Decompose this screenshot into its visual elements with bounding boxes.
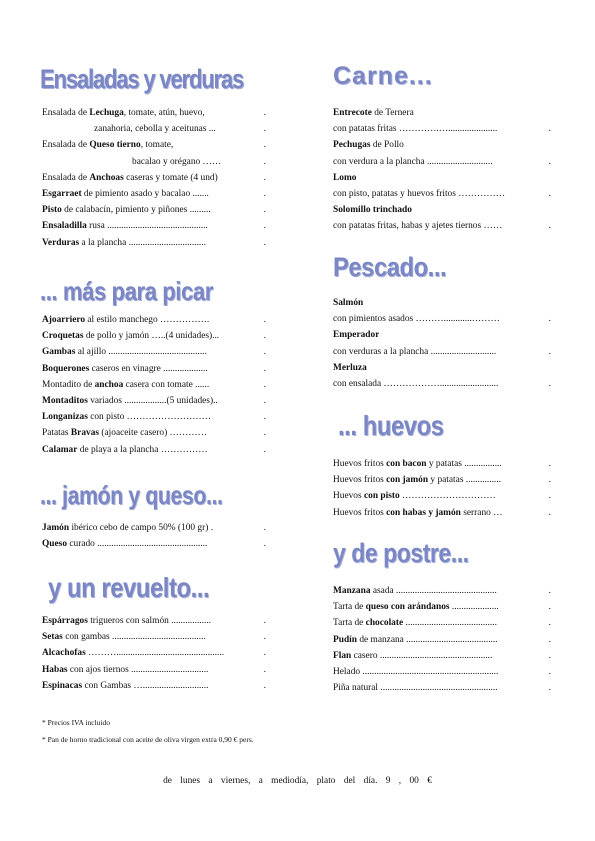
menu-item-name: Pudín [333, 634, 357, 645]
menu-item-text [42, 121, 216, 137]
price-placeholder: . [548, 314, 551, 325]
menu-item-detail: ....................................... [403, 618, 497, 629]
menu-item-name: Lomo [333, 172, 357, 183]
menu-item-name: Espinacas [42, 680, 83, 691]
menu-item [333, 360, 551, 376]
menu-item [333, 121, 551, 137]
menu-item-text [42, 202, 211, 218]
menu-item [42, 662, 266, 678]
menu-item-name: Verduras [42, 237, 80, 248]
menu-item-text [333, 121, 497, 137]
price-placeholder: . [263, 632, 266, 643]
menu-item-name: Entrecote [333, 108, 372, 118]
menu-list [333, 105, 551, 235]
menu-item-text [333, 105, 414, 121]
menu-item-text [42, 629, 206, 645]
menu-item-text [333, 456, 502, 472]
menu-item-text [42, 645, 224, 661]
menu-item-text [333, 615, 497, 631]
price-placeholder: . [263, 539, 266, 550]
menu-item-detail: al ajillo .......................................... [75, 347, 207, 358]
menu-item [42, 186, 266, 202]
menu-list [42, 312, 266, 458]
menu-item [42, 393, 266, 409]
menu-item [42, 170, 266, 186]
menu-item-name: Pisto [42, 205, 62, 216]
menu-item-name: Anchoas [89, 172, 124, 183]
menu-item-detail: .................................................. [380, 683, 498, 694]
menu-item-name: Gambas [42, 347, 76, 358]
menu-item-text [42, 613, 211, 629]
menu-item-detail: con pimientos asados ………............……… [333, 314, 500, 325]
price-placeholder: . [263, 221, 266, 232]
menu-item [333, 295, 551, 311]
price-placeholder: . [548, 602, 551, 613]
menu-item-text [333, 186, 505, 202]
menu-item [42, 218, 266, 234]
menu-item [42, 629, 266, 645]
menu-item-name: Pechugas [333, 140, 371, 151]
menu-item-detail: con verdura a la plancha ............................ [333, 156, 493, 167]
menu-item-text [333, 488, 496, 504]
menu-item-detail: variados ..................(5 unidades).. [87, 396, 218, 407]
menu-item [42, 235, 266, 251]
menu-item-detail: con pisto ……………………… [87, 412, 212, 423]
price-placeholder: . [548, 221, 551, 232]
price-placeholder: . [548, 507, 551, 518]
menu-item-text [333, 472, 501, 488]
menu-item [333, 472, 551, 488]
price-placeholder: . [263, 363, 266, 374]
menu-item [42, 377, 266, 393]
menu-item-text [42, 409, 211, 425]
menu-item-detail: Tarta de [333, 602, 366, 613]
menu-item-text [42, 137, 173, 153]
menu-item-detail: Ensalada de [42, 108, 90, 118]
menu-item-detail: zanahoria, cebolla y aceitunas ... [94, 124, 216, 135]
menu-item-text [42, 393, 218, 409]
menu-item-detail: con Gambas …............................ [82, 680, 209, 691]
menu-item [333, 376, 551, 392]
menu-item-text [42, 678, 208, 694]
price-placeholder: . [263, 347, 266, 358]
menu-item-text [42, 312, 209, 328]
price-placeholder: . [263, 172, 266, 183]
price-placeholder: . [263, 444, 266, 455]
menu-item-name: Queso tierno [89, 140, 141, 151]
footnote: * Precios IVA incluido [42, 718, 110, 727]
menu-item-name: Croquetas [42, 331, 84, 342]
menu-item-detail: Tarta de [333, 618, 366, 629]
menu-item [333, 105, 551, 121]
menu-item-detail: de pollo y jamón …..(4 unidades)... [83, 331, 220, 342]
price-placeholder: . [548, 683, 551, 694]
menu-item [333, 186, 551, 202]
menu-item [333, 327, 551, 343]
menu-item-text [42, 425, 207, 441]
menu-item [333, 583, 551, 599]
price-placeholder: . [548, 124, 551, 135]
menu-item-detail: bacalao y orégano …… [132, 156, 222, 167]
menu-item-text [42, 186, 209, 202]
menu-item-text [42, 170, 218, 186]
price-placeholder: . [263, 237, 266, 248]
menu-item-name: Boquerones [42, 363, 90, 374]
price-placeholder: . [548, 379, 551, 390]
menu-item-text [333, 311, 500, 327]
menu-item-text [42, 662, 208, 678]
menu-item-text [333, 664, 498, 680]
price-placeholder: . [548, 650, 551, 661]
menu-item-name: chocolate [365, 618, 404, 629]
menu-item [42, 202, 266, 218]
menu-item-text [42, 442, 208, 458]
menu-item-detail: Huevos [333, 491, 364, 502]
menu-item [42, 328, 266, 344]
menu-item [42, 344, 266, 360]
price-placeholder: . [548, 459, 551, 469]
menu-list [42, 613, 266, 694]
menu-item-detail: de Pollo [370, 140, 404, 151]
menu-item [333, 599, 551, 615]
menu-item [333, 311, 551, 327]
menu-item-text [333, 360, 367, 376]
price-placeholder: . [263, 648, 266, 659]
menu-item [42, 121, 266, 137]
section-title: Ensaladas y verduras [40, 64, 244, 94]
menu-item-name: Alcachofas [42, 648, 86, 659]
menu-item-detail: ……….............................................. [85, 648, 225, 659]
menu-item [42, 312, 266, 328]
price-placeholder: . [263, 189, 266, 200]
menu-item-text [42, 218, 208, 234]
menu-item-text [333, 344, 496, 360]
menu-item-text [42, 536, 207, 552]
price-placeholder: . [548, 667, 551, 678]
menu-item-text [333, 170, 356, 186]
menu-item-name: anchoa [94, 379, 124, 390]
menu-item-detail: de Ternera [371, 108, 414, 118]
menu-item-detail: (ajoaceite casero) ………… [99, 428, 208, 439]
menu-item-detail: asada ........................................... [370, 586, 497, 596]
menu-item [333, 488, 551, 504]
menu-item-name: Setas [42, 632, 63, 643]
menu-item-detail: con ajos tiernos ................................. [67, 664, 209, 675]
menu-item-detail: Helado [333, 667, 363, 678]
price-placeholder: . [263, 523, 266, 533]
menu-list [333, 456, 551, 521]
menu-item-detail: y patatas ................ [426, 459, 502, 469]
price-placeholder: . [263, 616, 266, 626]
price-placeholder: . [548, 156, 551, 167]
menu-item-name: queso con arándanos [365, 602, 450, 613]
menu-item-text [42, 344, 207, 360]
menu-item-detail: .................... [449, 602, 499, 613]
menu-item-detail: Huevos fritos [333, 459, 387, 469]
menu-item-detail: Montadito de [42, 379, 95, 390]
menu-item-text [333, 376, 498, 392]
menu-item-name: Ensaladilla [42, 221, 87, 232]
menu-item-detail: casero ................................................ [351, 650, 493, 661]
menu-item-detail: Patatas [42, 428, 71, 439]
menu-item-name: Jamón [42, 523, 70, 533]
menu-item-detail: .......................................................... [362, 667, 499, 678]
price-placeholder: . [548, 634, 551, 645]
price-placeholder: . [548, 189, 551, 200]
price-placeholder: . [263, 156, 266, 167]
menu-item-text [333, 505, 503, 521]
menu-item [42, 425, 266, 441]
menu-item-text [333, 218, 502, 234]
menu-item-text [333, 583, 497, 599]
menu-item-detail: Ensalada de [42, 140, 90, 151]
price-placeholder: . [263, 664, 266, 675]
menu-item [42, 520, 266, 536]
menu-item [42, 613, 266, 629]
section-title: Carne... [333, 62, 433, 90]
menu-item-name: Queso [42, 539, 68, 550]
menu-item-text [333, 327, 379, 343]
menu-item-text [333, 648, 492, 664]
menu-item-detail: con pisto, patatas y huevos fritos …………… [333, 189, 506, 200]
menu-item [333, 344, 551, 360]
price-placeholder: . [548, 491, 551, 502]
price-placeholder: . [263, 680, 266, 691]
menu-item-text [42, 328, 219, 344]
menu-item-name: Espárragos [42, 616, 88, 626]
menu-item-detail: rusa ........................................... [86, 221, 208, 232]
price-placeholder: . [263, 108, 266, 118]
menu-item-text [42, 520, 213, 536]
price-placeholder: . [263, 428, 266, 439]
menu-item-text [333, 632, 498, 648]
menu-item-name: Flan [333, 650, 352, 661]
menu-item-detail: trigueros con salmón ................. [87, 616, 212, 626]
menu-item [333, 218, 551, 234]
menu-item-text [42, 235, 206, 251]
menu-item-text [42, 361, 208, 377]
menu-item-name: Emperador [333, 330, 380, 341]
menu-item-detail: de playa a la plancha …………… [77, 444, 208, 455]
section-title: ... jamón y queso... [40, 480, 223, 510]
menu-item [333, 680, 551, 696]
section-title: y un revuelto... [48, 572, 210, 603]
menu-item-detail: ………………………… [399, 491, 496, 502]
price-placeholder: . [548, 346, 551, 357]
menu-item-detail: con verduras a la plancha ............................ [333, 346, 497, 357]
menu-item [333, 632, 551, 648]
menu-list [42, 520, 266, 552]
menu-item-name: con bacon [386, 459, 427, 469]
menu-item-detail: con ensalada ………………......................... [333, 379, 499, 390]
menu-item [42, 105, 266, 121]
menu-item-name: Calamar [42, 444, 78, 455]
menu-item-detail: Piña natural [333, 683, 381, 694]
menu-item [42, 678, 266, 694]
menu-item [333, 137, 551, 153]
menu-item-detail: y patatas ............... [428, 475, 501, 486]
price-placeholder: . [263, 331, 266, 342]
menu-item [42, 154, 266, 170]
menu-item-text [333, 599, 499, 615]
menu-item [42, 361, 266, 377]
menu-item-detail: , tomate, atún, huevo, [123, 108, 205, 118]
menu-item-name: Ajoarriero [42, 315, 86, 325]
menu-item-name: Lechuga [89, 108, 124, 118]
menu-item-detail: con gambas ........................................ [62, 632, 206, 643]
menu-list [333, 583, 551, 696]
section-title: ... huevos [338, 410, 444, 441]
menu-item-name: con habas y jamón [386, 507, 461, 518]
menu-item-detail: de pimiento asado y bacalao ....... [81, 189, 209, 200]
menu-item-name: Longanizas [42, 412, 88, 423]
menu-item [333, 664, 551, 680]
menu-item [333, 648, 551, 664]
price-placeholder: . [548, 475, 551, 486]
price-placeholder: . [263, 396, 266, 407]
menu-item-name: con jamón [386, 475, 429, 486]
menu-item [42, 645, 266, 661]
menu-item-detail: ibérico cebo de campo 50% (100 gr) . [69, 523, 214, 533]
menu-item-text [333, 202, 412, 218]
menu-item [42, 409, 266, 425]
menu-item-detail: caseras y tomate (4 und) [123, 172, 218, 183]
menu-item-detail: Huevos fritos [333, 507, 387, 518]
menu-item-detail: curado ............................................... [67, 539, 208, 550]
menu-item-detail: de manzana ....................................... [356, 634, 498, 645]
menu-item-detail: de calabacín, pimiento y piñones ......... [61, 205, 211, 216]
menu-item [333, 154, 551, 170]
menu-item-text [333, 295, 363, 311]
footnotes [42, 714, 254, 748]
menu-item-text [333, 137, 404, 153]
menu-item-detail: Ensalada de [42, 172, 90, 183]
section-title: ... más para picar [40, 276, 213, 306]
menu-list [333, 295, 551, 392]
menu-item-name: Manzana [333, 586, 371, 596]
price-placeholder: . [263, 205, 266, 216]
menu-item [333, 170, 551, 186]
section-title: y de postre... [333, 538, 469, 568]
menu-item-detail: , tomate, [140, 140, 174, 151]
menu-item-name: Habas [42, 664, 68, 675]
menu-item-text [333, 154, 493, 170]
menu-item-detail: casera con tomate ...... [123, 379, 210, 390]
menu-item-text [42, 154, 221, 170]
menu-item-detail: con patatas fritas ………….…..................... [333, 124, 498, 135]
menu-item-detail: al estilo manchego ……………. [85, 315, 210, 325]
menu-item-text [42, 377, 209, 393]
menu-item [333, 202, 551, 218]
menu-item [333, 456, 551, 472]
price-placeholder: . [263, 379, 266, 390]
menu-item-detail: caseros en vinagre ................... [89, 363, 208, 374]
menu-item-detail: serrano … [460, 507, 503, 518]
menu-item [333, 615, 551, 631]
menu-item-name: con pisto [364, 491, 400, 502]
menu-item-text [333, 680, 498, 696]
menu-item [42, 137, 266, 153]
section-title: Pescado... [333, 252, 447, 282]
menu-item-name: Solomillo trinchado [333, 205, 412, 216]
price-placeholder: . [263, 412, 266, 423]
menu-item-text [42, 105, 205, 121]
menu-item-detail: con patatas fritas, habas y ajetes tiernos …… [333, 221, 503, 232]
menu-item-name: Merluza [333, 362, 367, 373]
menu-item-name: Esgarraet [42, 189, 82, 200]
menu-item-detail: Huevos fritos [333, 475, 387, 486]
footnote: * Pan de horno tradicional con aceite de oliva virgen extra 0,90 € pers. [42, 735, 254, 744]
menu-list [42, 105, 266, 251]
price-placeholder: . [548, 618, 551, 629]
menu-item [42, 536, 266, 552]
menu-item-name: Bravas [70, 428, 100, 439]
price-placeholder: . [548, 586, 551, 596]
menu-item-detail: a la plancha ................................. [79, 237, 206, 248]
price-placeholder: . [263, 140, 266, 151]
price-placeholder: . [263, 124, 266, 135]
menu-item-name: Montaditos [42, 396, 88, 407]
price-placeholder: . [263, 315, 266, 325]
menu-item [42, 442, 266, 458]
menu-item [333, 505, 551, 521]
menu-item-name: Salmón [333, 298, 364, 308]
daily-menu-note: de lunes a viernes, a mediodía, plato del día. 9 , 00 € [163, 776, 432, 786]
